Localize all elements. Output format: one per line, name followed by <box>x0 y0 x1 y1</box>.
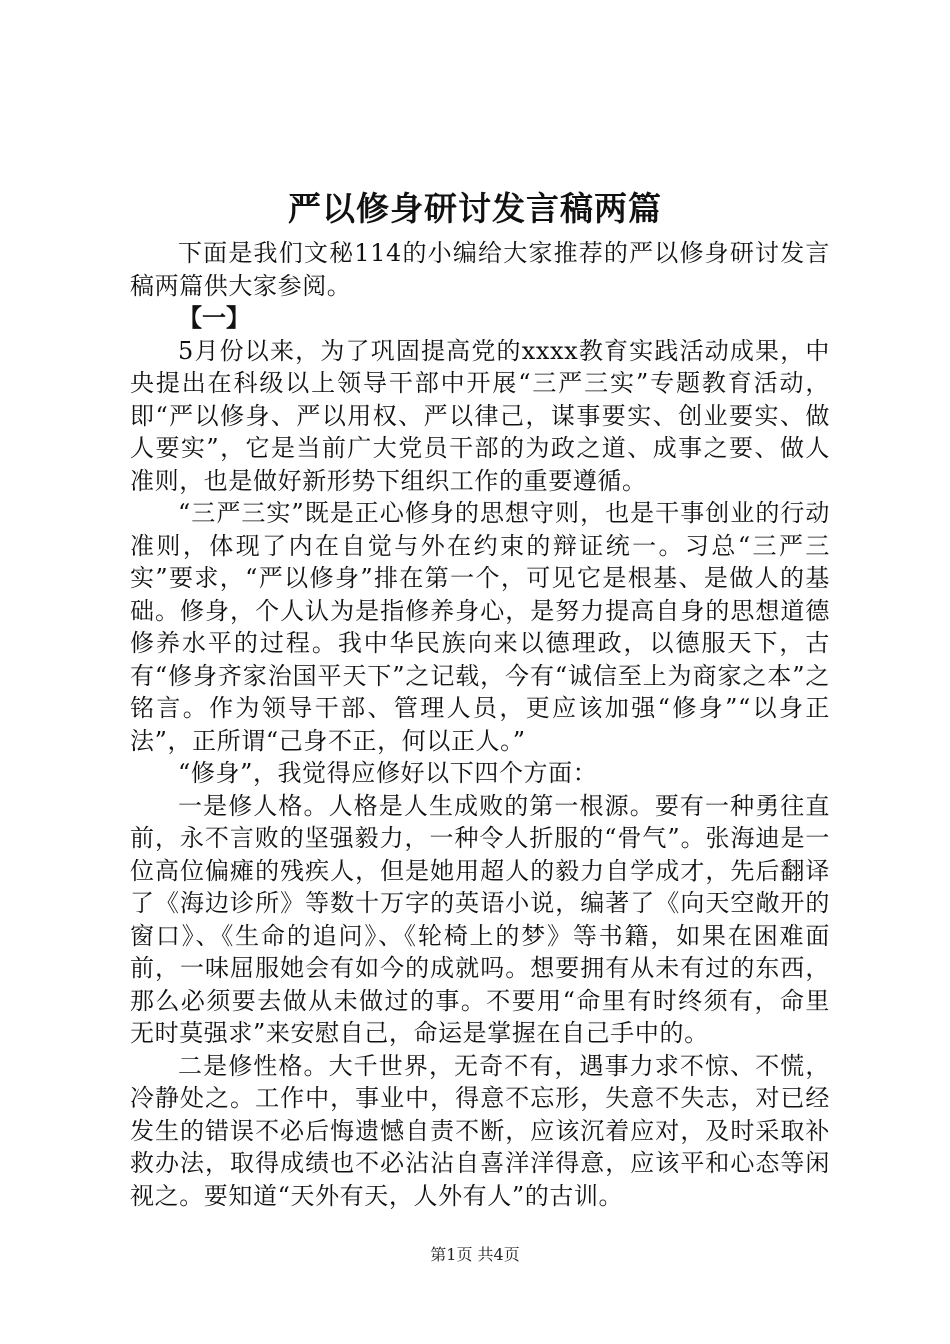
body-paragraph: “三严三实”既是正心修身的思想守则，也是干事创业的行动准则，体现了内在自觉与外在约束的辩证统一。习总“三严三实”要求，“严以修身”排在第一个，可见它是根基、是做人的基础。修身，个人认为是指修养身心，是努力提高自身的思想道德修养水平的过程。我中华民族向来以德理政，以德服天下，古有“修身齐家治国平天下”之记载，今有“诚信至上为商家之本”之铭言。作为领导干部、管理人员，更应该加强“修身”“以身正法”，正所谓“己身不正，何以正人。” <box>130 499 830 755</box>
body-paragraph: 5月份以来，为了巩固提高党的xxxx教育实践活动成果，中央提出在科级以上领导干部中开展“三严三实”专题教育活动，即“严以修身、严以用权、严以律己，谋事要实、创业要实、做人要实”，它是当前广大党员干部的为政之道、成事之要、做人准则，也是做好新形势下组织工作的重要遵循。 <box>130 336 830 495</box>
document-title: 严以修身研讨发言稿两篇 <box>288 189 662 228</box>
body-paragraph: “修身”，我觉得应修好以下四个方面： <box>178 759 598 787</box>
body-paragraph: 二是修性格。大千世界，无奇不有，遇事力求不惊、不慌，冷静处之。工作中，事业中，得意不忘形，失意不失志，对已经发生的错误不必后悔遗憾自责不断，应该沉着应对，及时采取补救办法，取得成绩也不必沾沾自喜洋洋得意，应该平和心态等闲视之。要知道“天外有天，人外有人”的古训。 <box>130 1051 830 1210</box>
section-marker: 【一】 <box>178 303 250 332</box>
document-body <box>130 237 830 1212</box>
body-paragraph: 一是修人格。人格是人生成败的第一根源。要有一种勇往直前，永不言败的坚强毅力，一种令人折服的“骨气”。张海迪是一位高位偏瘫的残疾人，但是她用超人的毅力自学成才，先后翻译了《海边诊所》等数十万字的英语小说，编著了《向天空敞开的窗口》、《生命的追问》、《轮椅上的梦》等书籍，如果在困难面前，一味屈服她会有如今的成就吗。想要拥有从未有过的东西，那么必须要去做从未做过的事。不要用“命里有时终须有，命里无时莫强求”来安慰自己，命运是掌握在自己手中的。 <box>130 791 830 1047</box>
page-footer: 第1页 共4页 <box>430 1245 520 1264</box>
intro-paragraph: 下面是我们文秘114的小编给大家推荐的严以修身研讨发言稿两篇供大家参阅。 <box>130 239 830 300</box>
